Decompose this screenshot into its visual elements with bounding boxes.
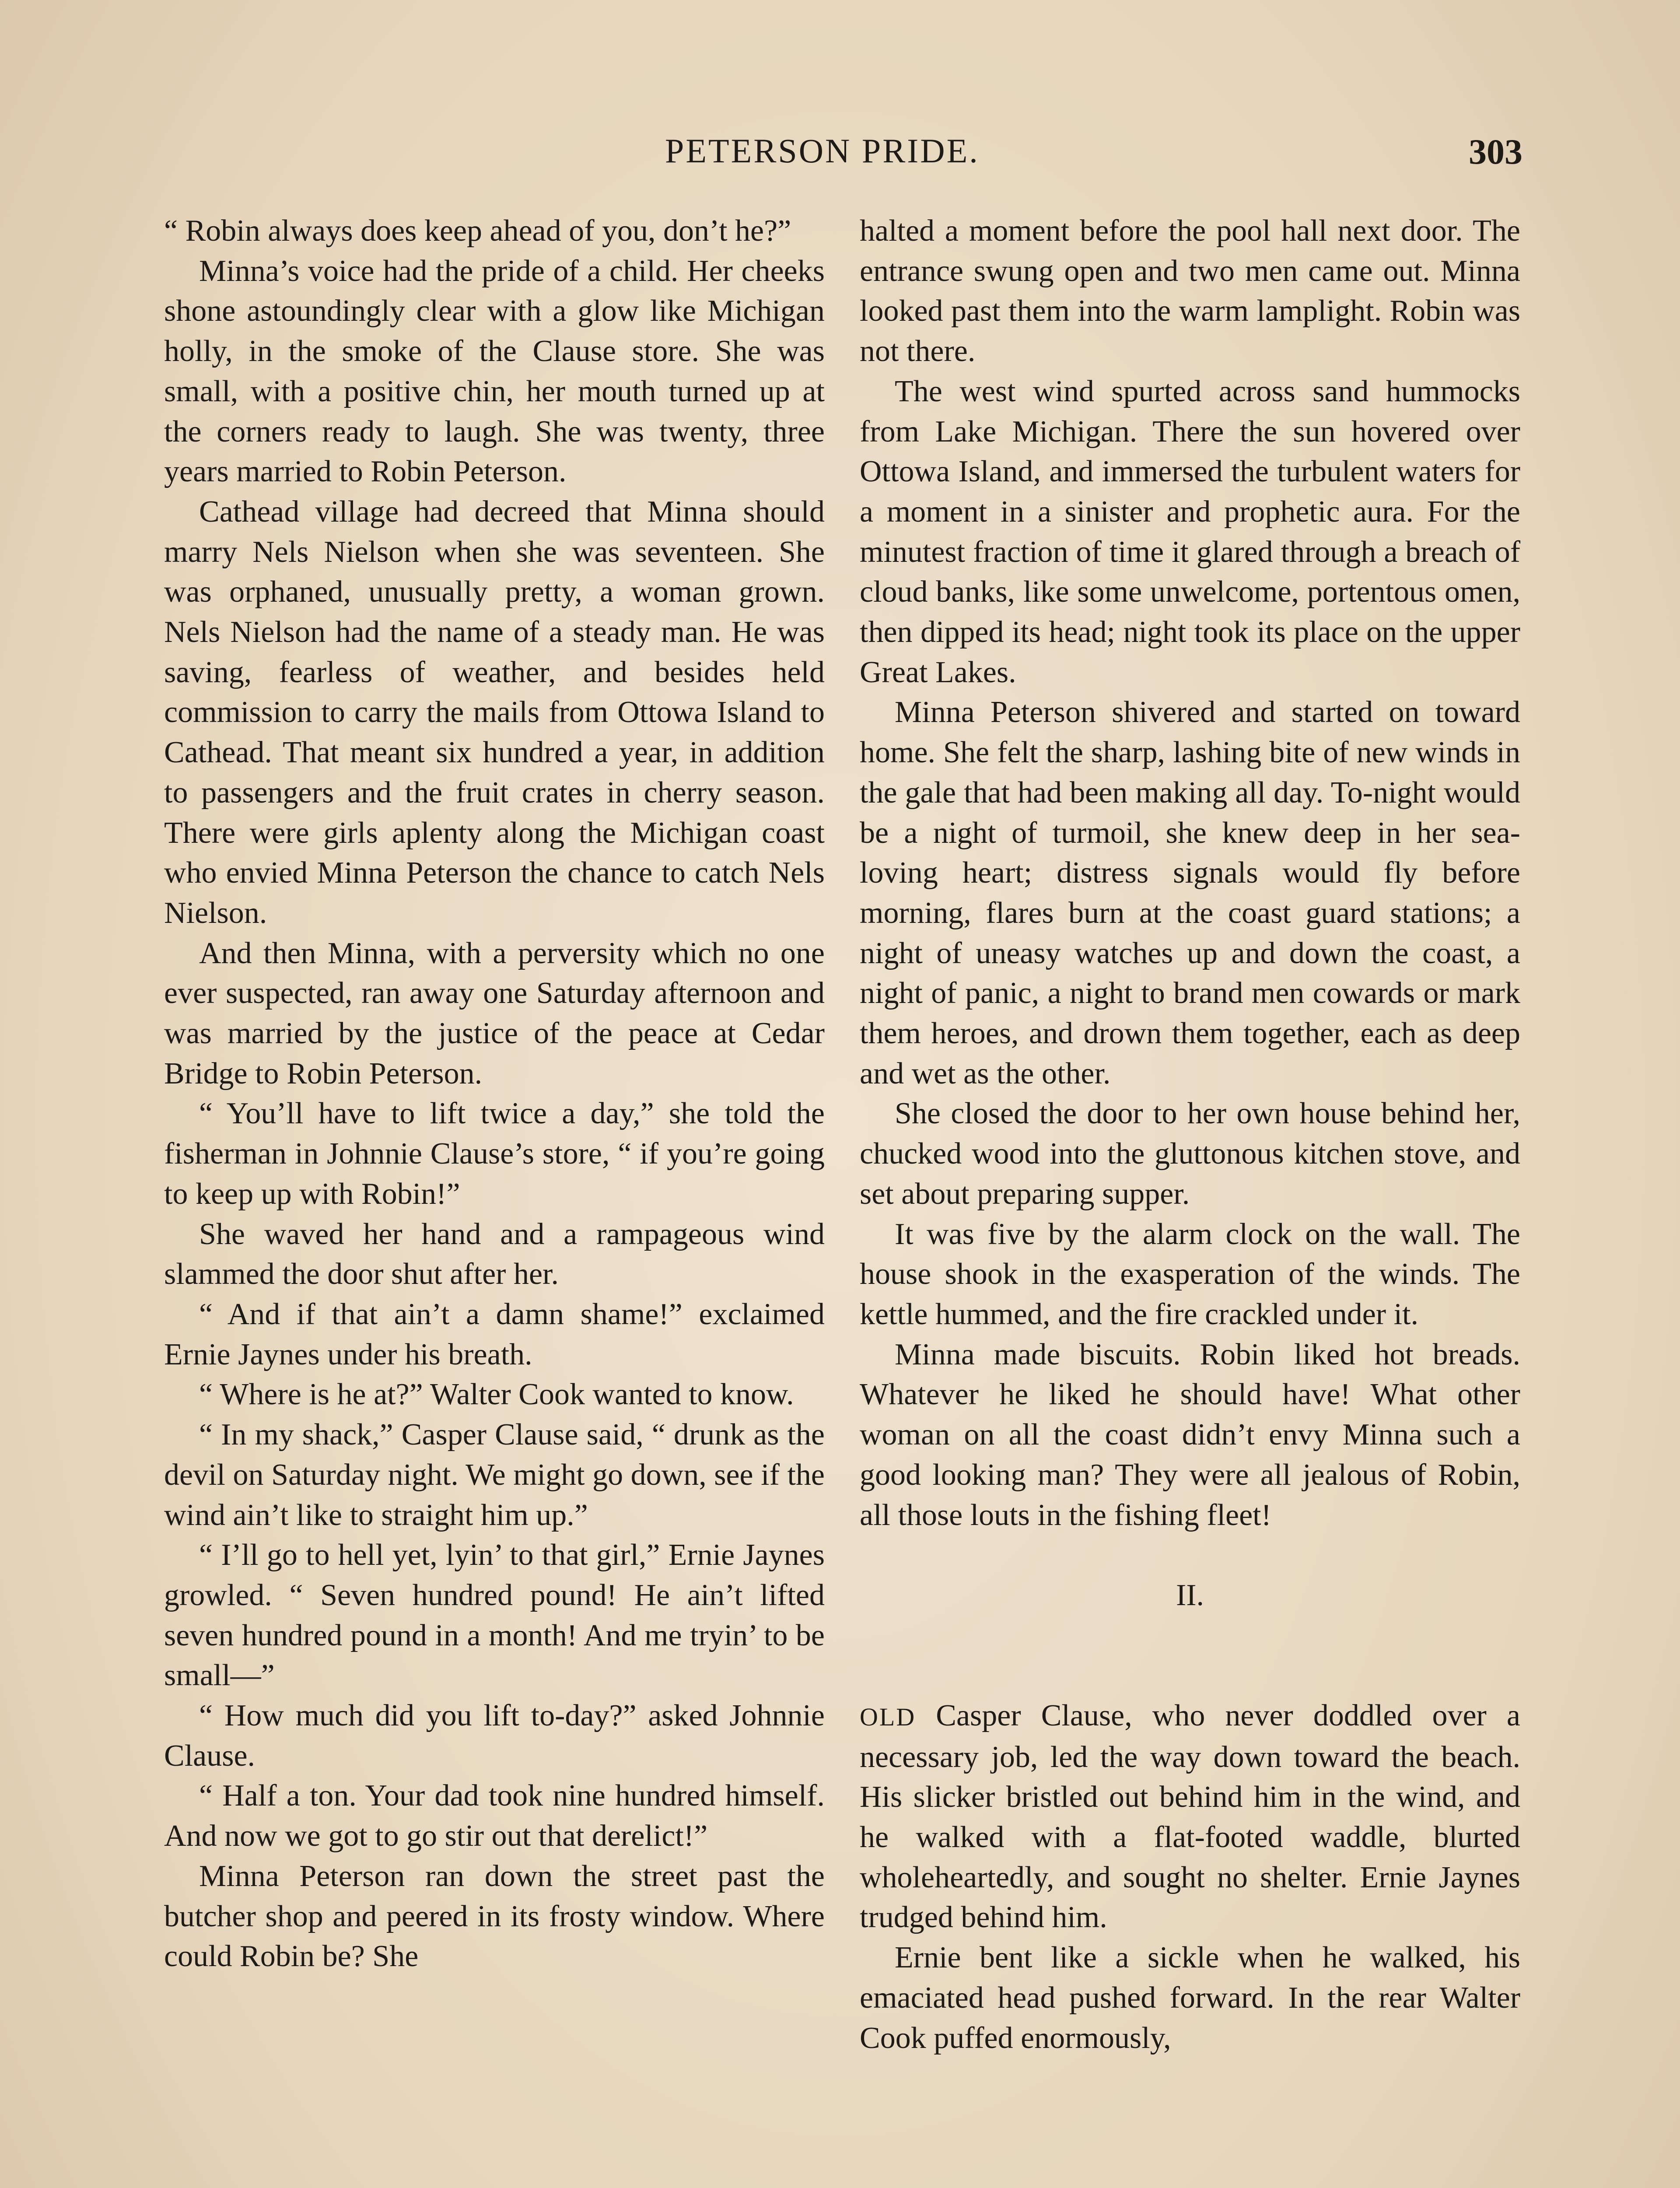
- paragraph: The west wind spurted across sand hummocks from Lake Michigan. There the sun hovered over Ottowa Island, and immersed the turbulent waters for a moment in a sinister and prophetic aura. For the minutest fraction of time it glared through a breach of cloud banks, like some unwelcome, portentous omen, then dipped its head; night took its place on the upper Great Lakes.: [860, 374, 1520, 689]
- paragraph: Cathead village had decreed that Minna should marry Nels Nielson when she was seventeen. She was orphaned, unusually pretty, a woman grown. Nels Nielson had the name of a steady man. He was saving, fearless of weather, and besides held commission to carry the mails from Ottowa Island to Cathead. That meant six hundred a year, in addition to passengers and the fruit crates in cherry season. There were girls aplenty along the Michigan coast who envied Minna Peterson the chance to catch Nels Nielson.: [164, 494, 825, 930]
- paragraph: “ In my shack,” Casper Clause said, “ drunk as the devil on Saturday night. We might go down, see if the wind ain’t like to straight him up.”: [164, 1418, 825, 1532]
- paragraph: “ You’ll have to lift twice a day,” she told the fisherman in Johnnie Clause’s store, “ if you’re going to keep up with Robin!”: [164, 1097, 825, 1211]
- paragraph: “ How much did you lift to-day?” asked Johnnie Clause.: [164, 1699, 825, 1773]
- paragraph-text: Casper Clause, who never doddled over a necessary job, led the way down toward the beach. His slicker bristled out behind him in the wind, and he walked with a flat-footed waddle, blurted wholeheartedly, and sought no shelter. Ernie Jaynes trudged behind him.: [860, 1698, 1520, 1935]
- paragraph: “ And if that ain’t a damn shame!” exclaimed Ernie Jaynes under his breath.: [164, 1297, 825, 1371]
- paragraph: “ Half a ton. Your dad took nine hundred himself. And now we got to go stir out that derelict!”: [164, 1779, 825, 1853]
- paragraph: “ Where is he at?” Walter Cook wanted to know.: [199, 1378, 794, 1412]
- paragraph: Ernie bent like a sickle when he walked, his emaciated head pushed forward. In the rear Walter Cook puffed enormously,: [860, 1941, 1520, 2055]
- paragraph: Minna Peterson shivered and started on toward home. She felt the sharp, lashing bite of new winds in the gale that had been making all day. To-night would be a night of turmoil, she knew deep in her sea-loving heart; distress signals would fly before morning, flares burn at the coast guard stations; a night of uneasy watches up and down the coast, a night of panic, a night to brand men cowards or mark them heroes, and drown them together, each as deep and wet as the other.: [860, 695, 1520, 1090]
- spacer: [860, 1535, 1520, 1575]
- paragraph: Minna made biscuits. Robin liked hot breads. Whatever he liked he should have! What other woman on all the coast didn’t envy Minna such a good looking man? They were all jealous of Robin, all those louts in the fishing fleet!: [860, 1337, 1520, 1532]
- drop-smallcaps: OLD: [860, 1702, 916, 1731]
- paragraph: halted a moment before the pool hall next door. The entrance swung open and two men came out. Minna looked past them into the warm lamplight. Robin was not there.: [860, 214, 1520, 368]
- section-heading: [860, 1575, 1520, 1655]
- paragraph: It was five by the alarm clock on the wall. The house shook in the exasperation of the winds. The kettle hummed, and the fire crackled under it.: [860, 1217, 1520, 1331]
- paragraph: Minna Peterson ran down the street past the butcher shop and peered in its frosty window. Where could Robin be? She: [164, 1859, 825, 1974]
- section-number: II.: [1176, 1578, 1204, 1612]
- paragraph: She waved her hand and a rampageous wind slammed the door shut after her.: [164, 1217, 825, 1291]
- page-number: 303: [1469, 132, 1522, 172]
- paragraph: Minna’s voice had the pride of a child. Her cheeks shone astoundingly clear with a glow like Michigan holly, in the smoke of the Clause store. She was small, with a positive chin, her mouth turned up at the corners ready to laugh. She was twenty, three years married to Robin Peterson.: [164, 254, 825, 489]
- right-text-column: [860, 211, 1520, 2058]
- paragraph: “ Robin always does keep ahead of you, don’t he?”: [164, 214, 791, 248]
- paragraph: [860, 1696, 1520, 1938]
- paragraph: “ I’ll go to hell yet, lyin’ to that girl,” Ernie Jaynes growled. “ Seven hundred pound! He ain’t lifted seven hundred pound in a month! And me tryin’ to be small—”: [164, 1538, 825, 1693]
- paragraph: She closed the door to her own house behind her, chucked wood into the gluttonous kitchen stove, and set about preparing supper.: [860, 1097, 1520, 1211]
- left-text-column: [164, 211, 825, 1977]
- paragraph: And then Minna, with a perversity which no one ever suspected, ran away one Saturday afternoon and was married by the justice of the peace at Cedar Bridge to Robin Peterson.: [164, 936, 825, 1090]
- running-head-title: PETERSON PRIDE.: [665, 132, 980, 170]
